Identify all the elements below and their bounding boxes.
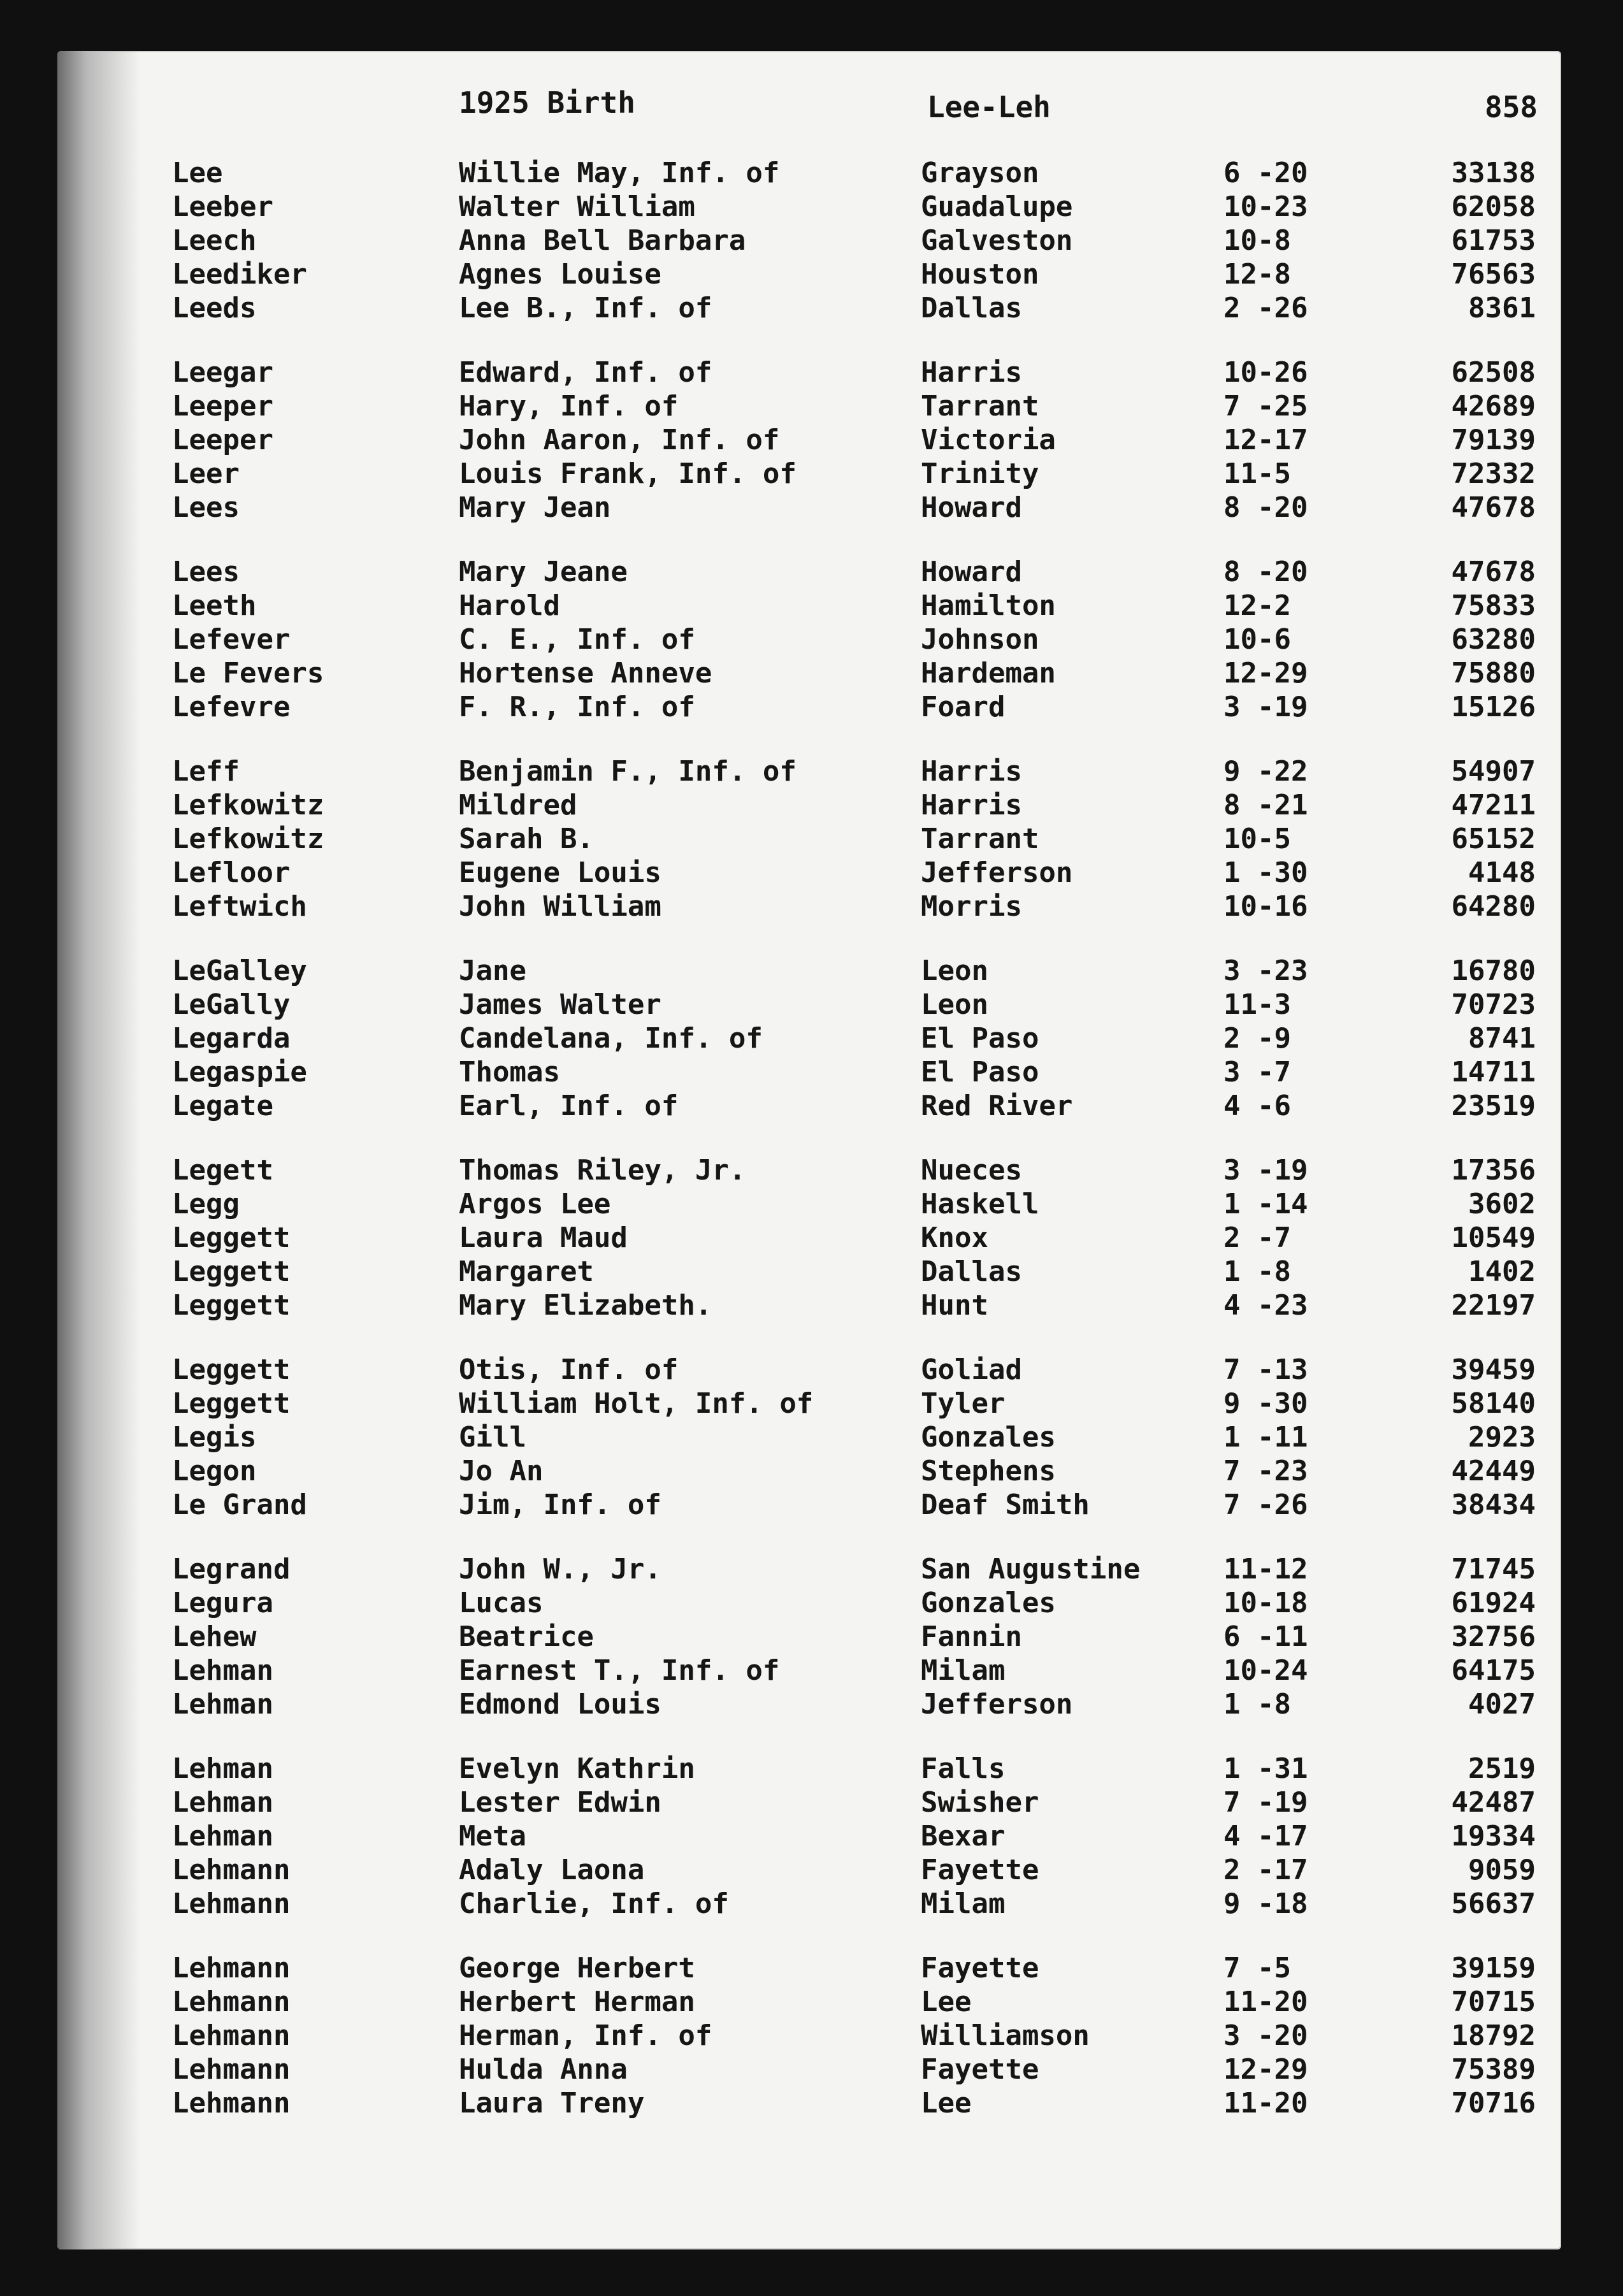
record-county: Milam [921,1654,1006,1687]
record-date: 3 -19 [1223,691,1308,723]
record-date: 7 -23 [1223,1455,1308,1487]
record-certificate-number: 10549 [1451,1222,1536,1254]
record-given-name: Hary, Inf. of [459,390,679,422]
record-surname: Lefkowitz [172,789,324,821]
record-county: Galveston [921,224,1073,257]
record-date: 1 -8 [1223,1688,1291,1721]
record-county: Stephens [921,1455,1056,1487]
header-page-number: 858 [1485,90,1538,124]
record-certificate-number: 17356 [1451,1154,1536,1187]
record-date: 11-20 [1223,2087,1308,2119]
record-date: 2 -26 [1223,292,1308,324]
record-surname: Lees [172,556,240,588]
record-surname: Leegar [172,356,273,389]
record-county: Victoria [921,424,1056,456]
record-certificate-number: 15126 [1451,691,1536,723]
record-county: Howard [921,556,1022,588]
record-given-name: Edward, Inf. of [459,356,712,389]
record-given-name: Willie May, Inf. of [459,157,780,189]
record-surname: Lehman [172,1820,273,1852]
record-given-name: Gill [459,1421,526,1454]
record-certificate-number: 54907 [1451,755,1536,788]
record-county: Hardeman [921,657,1056,690]
record-surname: Leeper [172,390,273,422]
record-county: Guadalupe [921,191,1073,223]
record-county: San Augustine [921,1553,1141,1585]
record-surname: Lefevre [172,691,291,723]
record-county: Dallas [921,1255,1022,1288]
record-certificate-number: 4148 [1468,856,1536,889]
record-given-name: F. R., Inf. of [459,691,695,723]
record-certificate-number: 64280 [1451,890,1536,923]
record-surname: Leggett [172,1255,291,1288]
record-surname: Leech [172,224,257,257]
record-given-name: Earnest T., Inf. of [459,1654,780,1687]
record-county: Lee [921,2087,972,2119]
record-county: Johnson [921,623,1039,656]
record-county: Swisher [921,1786,1039,1819]
record-county: Tarrant [921,823,1039,855]
record-given-name: Adaly Laona [459,1854,645,1886]
record-certificate-number: 33138 [1451,157,1536,189]
record-given-name: Otis, Inf. of [459,1354,679,1386]
record-county: Red River [921,1090,1073,1122]
record-surname: Lefkowitz [172,823,324,855]
record-county: Goliad [921,1354,1022,1386]
record-certificate-number: 3602 [1468,1188,1536,1220]
record-county: Milam [921,1888,1006,1920]
record-given-name: Charlie, Inf. of [459,1888,729,1920]
record-certificate-number: 56637 [1451,1888,1536,1920]
record-date: 10-16 [1223,890,1308,923]
record-date: 6 -20 [1223,157,1308,189]
record-certificate-number: 8741 [1468,1022,1536,1055]
record-given-name: John William [459,890,661,923]
record-certificate-number: 72332 [1451,458,1536,490]
record-given-name: Laura Treny [459,2087,645,2119]
record-county: El Paso [921,1056,1039,1088]
record-surname: Lehman [172,1752,273,1785]
record-date: 11-12 [1223,1553,1308,1585]
record-certificate-number: 70723 [1451,988,1536,1021]
record-given-name: Evelyn Kathrin [459,1752,695,1785]
record-given-name: Agnes Louise [459,258,661,291]
page-edge-shadow [57,51,140,2249]
record-county: Leon [921,988,988,1021]
record-given-name: C. E., Inf. of [459,623,695,656]
record-county: Bexar [921,1820,1006,1852]
record-date: 10-6 [1223,623,1291,656]
record-surname: LeGally [172,988,291,1021]
record-certificate-number: 39459 [1451,1354,1536,1386]
record-surname: Leggett [172,1354,291,1386]
header-year-title: 1925 Birth [459,85,635,120]
record-surname: Lees [172,491,240,524]
record-given-name: Lucas [459,1587,544,1619]
record-given-name: Anna Bell Barbara [459,224,746,257]
record-certificate-number: 47211 [1451,789,1536,821]
record-given-name: Thomas [459,1056,560,1088]
record-date: 3 -19 [1223,1154,1308,1187]
record-date: 3 -20 [1223,2019,1308,2052]
record-surname: Lefever [172,623,291,656]
record-given-name: Harold [459,589,560,622]
record-certificate-number: 79139 [1451,424,1536,456]
record-surname: Leediker [172,258,307,291]
record-given-name: Mary Jeane [459,556,628,588]
record-certificate-number: 63280 [1451,623,1536,656]
record-certificate-number: 16780 [1451,955,1536,987]
record-certificate-number: 70715 [1451,1986,1536,2018]
record-given-name: Walter William [459,191,695,223]
record-certificate-number: 14711 [1451,1056,1536,1088]
record-certificate-number: 71745 [1451,1553,1536,1585]
record-county: Nueces [921,1154,1022,1187]
record-certificate-number: 62508 [1451,356,1536,389]
record-surname: Legarda [172,1022,291,1055]
record-date: 10-5 [1223,823,1291,855]
record-date: 12-17 [1223,424,1308,456]
record-surname: Lefloor [172,856,291,889]
record-county: Falls [921,1752,1006,1785]
record-date: 1 -14 [1223,1188,1308,1220]
record-given-name: Lester Edwin [459,1786,661,1819]
record-given-name: Hulda Anna [459,2053,628,2086]
record-county: Harris [921,755,1022,788]
record-date: 10-23 [1223,191,1308,223]
record-date: 12-8 [1223,258,1291,291]
record-given-name: Argos Lee [459,1188,611,1220]
record-date: 10-24 [1223,1654,1308,1687]
record-county: Gonzales [921,1421,1056,1454]
record-county: Tyler [921,1387,1006,1420]
record-given-name: George Herbert [459,1952,695,1984]
record-date: 1 -31 [1223,1752,1308,1785]
record-surname: Le Grand [172,1489,307,1521]
record-date: 10-8 [1223,224,1291,257]
record-date: 8 -21 [1223,789,1308,821]
record-given-name: Jim, Inf. of [459,1489,661,1521]
record-date: 10-26 [1223,356,1308,389]
record-date: 1 -30 [1223,856,1308,889]
record-date: 4 -17 [1223,1820,1308,1852]
record-county: Gonzales [921,1587,1056,1619]
record-county: Lee [921,1986,972,2018]
record-surname: Legate [172,1090,273,1122]
record-county: Foard [921,691,1006,723]
record-surname: Lehmann [172,2087,291,2119]
record-date: 1 -11 [1223,1421,1308,1454]
record-surname: Lehman [172,1786,273,1819]
record-county: Haskell [921,1188,1039,1220]
record-date: 10-18 [1223,1587,1308,1619]
record-date: 3 -23 [1223,955,1308,987]
record-date: 12-29 [1223,2053,1308,2086]
record-certificate-number: 39159 [1451,1952,1536,1984]
record-certificate-number: 8361 [1468,292,1536,324]
record-given-name: John W., Jr. [459,1553,661,1585]
record-given-name: Thomas Riley, Jr. [459,1154,746,1187]
record-given-name: Benjamin F., Inf. of [459,755,797,788]
record-surname: Lehmann [172,2019,291,2052]
record-given-name: John Aaron, Inf. of [459,424,780,456]
record-certificate-number: 38434 [1451,1489,1536,1521]
record-surname: Leeth [172,589,257,622]
record-surname: Legg [172,1188,240,1220]
record-surname: Legis [172,1421,257,1454]
record-given-name: Mary Elizabeth. [459,1289,712,1322]
record-surname: Lehmann [172,1854,291,1886]
record-surname: Lehmann [172,1888,291,1920]
record-given-name: William Holt, Inf. of [459,1387,814,1420]
record-date: 3 -7 [1223,1056,1291,1088]
record-surname: Lehman [172,1688,273,1721]
record-county: Fayette [921,1854,1039,1886]
record-certificate-number: 47678 [1451,491,1536,524]
record-surname: Leff [172,755,240,788]
record-certificate-number: 62058 [1451,191,1536,223]
record-date: 9 -22 [1223,755,1308,788]
record-date: 4 -23 [1223,1289,1308,1322]
record-given-name: Jo An [459,1455,544,1487]
record-surname: Lehmann [172,1986,291,2018]
record-given-name: Meta [459,1820,526,1852]
record-certificate-number: 70716 [1451,2087,1536,2119]
record-surname: Legett [172,1154,273,1187]
record-county: Grayson [921,157,1039,189]
record-county: Williamson [921,2019,1090,2052]
record-county: Houston [921,258,1039,291]
record-date: 7 -26 [1223,1489,1308,1521]
record-given-name: Mary Jean [459,491,611,524]
record-given-name: Edmond Louis [459,1688,661,1721]
record-surname: LeGalley [172,955,307,987]
record-certificate-number: 75880 [1451,657,1536,690]
record-certificate-number: 23519 [1451,1090,1536,1122]
record-surname: Lehmann [172,2053,291,2086]
record-county: Tarrant [921,390,1039,422]
record-date: 11-20 [1223,1986,1308,2018]
record-certificate-number: 42449 [1451,1455,1536,1487]
record-county: Hamilton [921,589,1056,622]
record-surname: Leer [172,458,240,490]
record-date: 9 -30 [1223,1387,1308,1420]
record-county: Fayette [921,2053,1039,2086]
record-certificate-number: 4027 [1468,1688,1536,1721]
record-date: 9 -18 [1223,1888,1308,1920]
record-county: Leon [921,955,988,987]
record-certificate-number: 42487 [1451,1786,1536,1819]
record-date: 7 -13 [1223,1354,1308,1386]
record-county: Morris [921,890,1022,923]
record-surname: Lee [172,157,223,189]
record-certificate-number: 2923 [1468,1421,1536,1454]
record-given-name: Eugene Louis [459,856,661,889]
record-county: Harris [921,356,1022,389]
record-certificate-number: 1402 [1468,1255,1536,1288]
record-certificate-number: 75833 [1451,589,1536,622]
record-given-name: Laura Maud [459,1222,628,1254]
record-surname: Leeper [172,424,273,456]
record-given-name: Herbert Herman [459,1986,695,2018]
record-certificate-number: 32756 [1451,1621,1536,1653]
record-date: 2 -7 [1223,1222,1291,1254]
record-surname: Leeds [172,292,257,324]
record-date: 1 -8 [1223,1255,1291,1288]
record-certificate-number: 61753 [1451,224,1536,257]
record-county: Trinity [921,458,1039,490]
record-surname: Lehman [172,1654,273,1687]
record-certificate-number: 9059 [1468,1854,1536,1886]
record-county: Fannin [921,1621,1022,1653]
record-given-name: Louis Frank, Inf. of [459,458,797,490]
record-given-name: Margaret [459,1255,594,1288]
header-name-range: Lee-Leh [927,90,1051,124]
record-date: 2 -9 [1223,1022,1291,1055]
record-surname: Lehew [172,1621,257,1653]
record-county: Fayette [921,1952,1039,1984]
record-certificate-number: 58140 [1451,1387,1536,1420]
record-certificate-number: 64175 [1451,1654,1536,1687]
record-given-name: Jane [459,955,526,987]
record-county: Harris [921,789,1022,821]
record-date: 7 -25 [1223,390,1308,422]
record-date: 7 -5 [1223,1952,1291,1984]
record-county: Jefferson [921,856,1073,889]
record-given-name: Beatrice [459,1621,594,1653]
record-surname: Leggett [172,1222,291,1254]
record-date: 4 -6 [1223,1090,1291,1122]
record-date: 11-3 [1223,988,1291,1021]
record-county: Jefferson [921,1688,1073,1721]
record-date: 8 -20 [1223,556,1308,588]
record-surname: Leeber [172,191,273,223]
record-certificate-number: 42689 [1451,390,1536,422]
record-certificate-number: 2519 [1468,1752,1536,1785]
record-surname: Le Fevers [172,657,324,690]
record-surname: Leggett [172,1289,291,1322]
record-date: 12-29 [1223,657,1308,690]
record-county: Howard [921,491,1022,524]
record-county: Dallas [921,292,1022,324]
record-date: 6 -11 [1223,1621,1308,1653]
record-surname: Lehmann [172,1952,291,1984]
record-surname: Legura [172,1587,273,1619]
record-county: Hunt [921,1289,988,1322]
record-surname: Legon [172,1455,257,1487]
record-given-name: Earl, Inf. of [459,1090,679,1122]
record-date: 7 -19 [1223,1786,1308,1819]
record-certificate-number: 47678 [1451,556,1536,588]
record-given-name: Lee B., Inf. of [459,292,712,324]
record-surname: Leggett [172,1387,291,1420]
record-date: 2 -17 [1223,1854,1308,1886]
record-county: Deaf Smith [921,1489,1090,1521]
record-given-name: Herman, Inf. of [459,2019,712,2052]
record-certificate-number: 75389 [1451,2053,1536,2086]
record-surname: Leftwich [172,890,307,923]
record-date: 12-2 [1223,589,1291,622]
record-county: El Paso [921,1022,1039,1055]
record-surname: Legrand [172,1553,291,1585]
record-surname: Legaspie [172,1056,307,1088]
record-certificate-number: 65152 [1451,823,1536,855]
record-given-name: James Walter [459,988,661,1021]
record-date: 8 -20 [1223,491,1308,524]
record-given-name: Sarah B. [459,823,594,855]
record-given-name: Hortense Anneve [459,657,712,690]
record-certificate-number: 22197 [1451,1289,1536,1322]
record-certificate-number: 61924 [1451,1587,1536,1619]
record-given-name: Mildred [459,789,577,821]
record-given-name: Candelana, Inf. of [459,1022,763,1055]
record-certificate-number: 19334 [1451,1820,1536,1852]
record-county: Knox [921,1222,988,1254]
record-certificate-number: 18792 [1451,2019,1536,2052]
record-certificate-number: 76563 [1451,258,1536,291]
record-date: 11-5 [1223,458,1291,490]
